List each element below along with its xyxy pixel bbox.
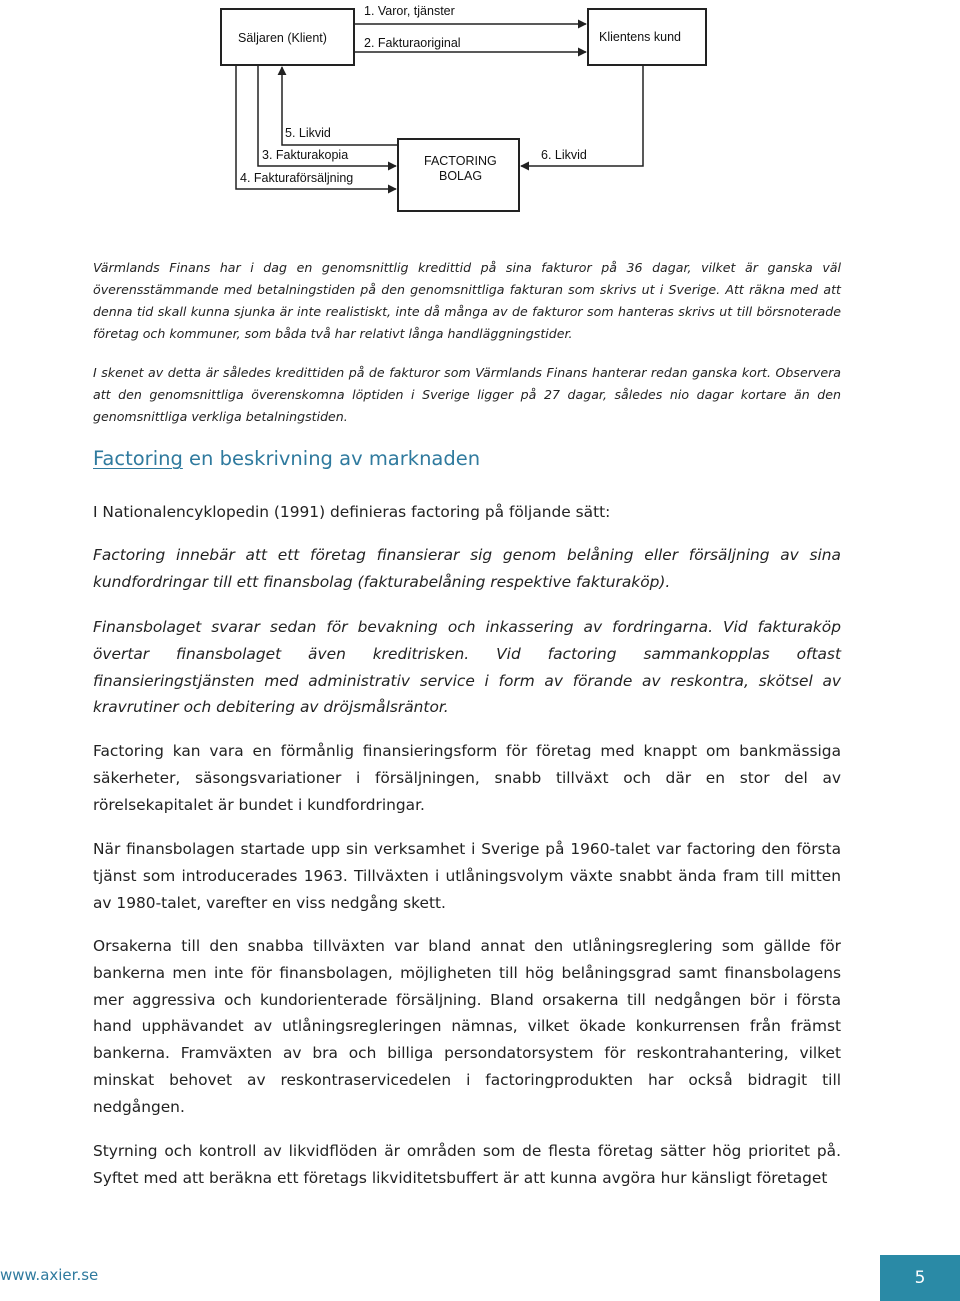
page-number-badge: 5 bbox=[880, 1255, 960, 1301]
factoring-label-line2: BOLAG bbox=[439, 169, 483, 183]
body-paragraph-3: Finansbolaget svarar sedan för bevakning och inkassering av fordringarna. Vid fakturaköp övertar finansbolaget även kreditrisken. Vid factoring sammankopplas oftast finansieringstjänsten med administrativ service i form av förande av reskontra, skötsel av kravrutiner och debitering av dröjsmålsräntor. bbox=[93, 618, 841, 717]
definition-quote: Factoring innebär att ett företag finansierar sig genom belåning eller försäljning av sina kundfordringar till ett finansbolag (fakturabelåning respektive fakturaköp). bbox=[93, 546, 841, 591]
footer-website-link[interactable]: www.axier.se bbox=[0, 1266, 99, 1284]
flow-label-2: 2. Fakturaoriginal bbox=[364, 36, 461, 50]
factoring-label-line1: FACTORING bbox=[424, 154, 497, 168]
body-paragraph-5: När finansbolagen startade upp sin verksamhet i Sverige på 1960-talet var factoring den första tjänst som introducerades 1963. Tillväxten i utlåningsvolym växte snabbt ända fram till mitten av 1980-talet, varefter en viss nedgång skett. bbox=[93, 840, 841, 912]
flow-label-1: 1. Varor, tjänster bbox=[364, 4, 455, 18]
seller-box bbox=[220, 8, 355, 66]
body-paragraph-7: Styrning och kontroll av likvidflöden är områden som de flesta företag sätter hög prioritet på. Syftet med att beräkna ett företags likviditetsbuffert är att kunna avgöra hur känsligt företaget bbox=[93, 1142, 841, 1187]
factoring-box bbox=[397, 138, 520, 212]
flow-label-4: 4. Fakturaförsäljning bbox=[240, 171, 354, 185]
customer-box bbox=[587, 8, 707, 66]
section-heading bbox=[93, 447, 480, 470]
body-paragraph-1: I Nationalencyklopedin (1991) definieras factoring på följande sätt: bbox=[93, 503, 611, 521]
body-paragraph-4: Factoring kan vara en förmånlig finansieringsform för företag med knappt om bankmässiga säkerheter, säsongsvariationer i försäljningen, snabb tillväxt och där en stor del av rörelsekapitalet är bundet i kundfordringar. bbox=[93, 742, 841, 814]
section-heading-keyword: Factoring bbox=[93, 447, 183, 470]
body-paragraph-6: Orsakerna till den snabba tillväxten var bland annat den utlåningsreglering som gällde för bankerna men inte för finansbolagen, möjligheten till hög belåningsgrad samt finansbolagens mer aggressiva och kundorienterade försäljning. Bland orsakerna till nedgången bör i första hand upphävandet av utlåningsregleringen nämnas, vilket ökade konkurrensen från främst bankerna. Framväxten av bra och billiga persondatorsystem för reskontrahantering, vilket minskat behovet av reskontraservicedelen i factoringprodukten har också bidragit till nedgången. bbox=[93, 937, 841, 1116]
factoring-flow-diagram bbox=[0, 0, 960, 230]
customer-label: Klientens kund bbox=[599, 30, 682, 44]
flow-label-5: 5. Likvid bbox=[285, 126, 331, 140]
section-heading-rest: en beskrivning av marknaden bbox=[182, 447, 481, 470]
intro-paragraph-2: I skenet av detta är således kredittiden på de fakturor som Värmlands Finans hanterar redan ganska kort. Observera att den genomsnittliga överenskomna löptiden i Sverige ligger på 27 dagar, således nio dagar kortare än den genomsnittliga verkliga betalningstiden. bbox=[93, 365, 841, 424]
seller-label: Säljaren (Klient) bbox=[238, 31, 327, 45]
flow-label-6: 6. Likvid bbox=[541, 148, 587, 162]
intro-paragraph-1: Värmlands Finans har i dag en genomsnittlig kredittid på sina fakturor på 36 dagar, vilket är ganska väl överensstämmande med betalningstiden på den genomsnittliga fakturan som skrivs ut i Sverige. Att räkna med att denna tid skall kunna sjunka är inte realistiskt, inte då många av de fakturor som hanteras skrivs ut till börsnoterade företag och kommuner, som båda två har relativt långa handläggningstider. bbox=[93, 260, 841, 341]
flow-label-3: 3. Fakturakopia bbox=[262, 148, 349, 162]
